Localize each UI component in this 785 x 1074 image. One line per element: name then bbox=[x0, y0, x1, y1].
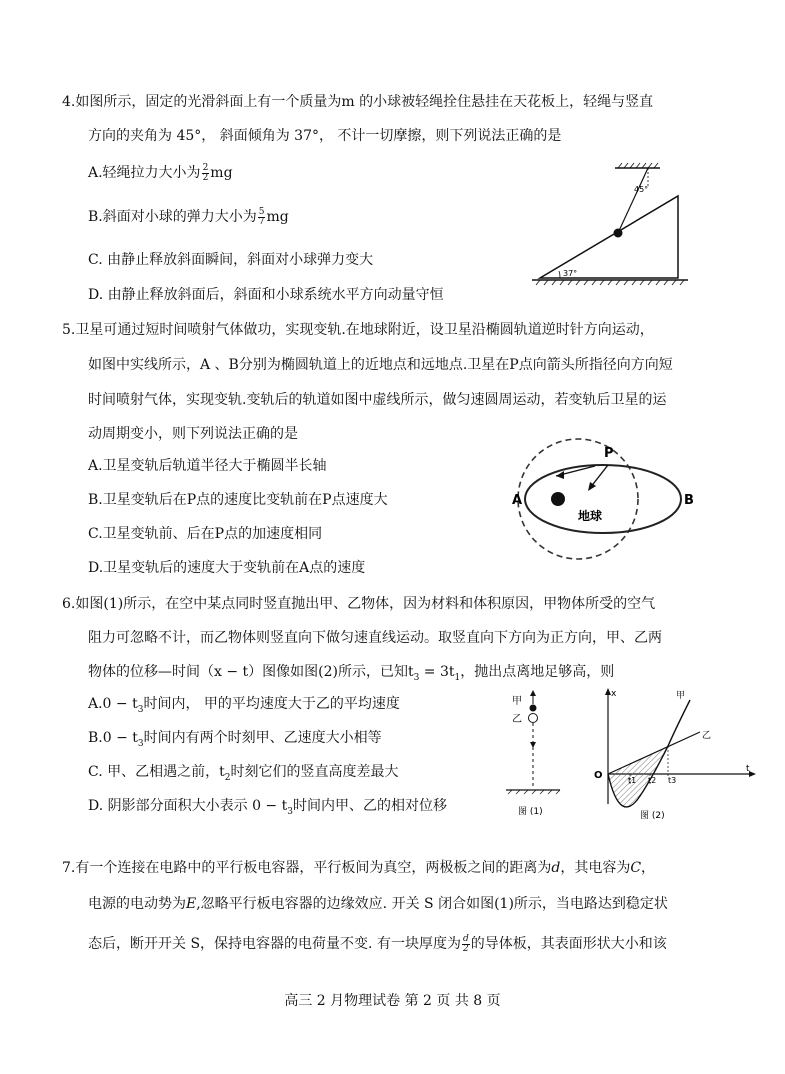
q5-label-b: B bbox=[684, 493, 694, 508]
q6-fig2-t1: t1 bbox=[628, 776, 637, 785]
q4-option-b: B.斜面对小球的弹力大小为 $\frac{5}{7}$ mg bbox=[88, 206, 289, 227]
q4-incline-figure bbox=[530, 160, 700, 290]
q5-label-p: P bbox=[604, 446, 614, 461]
q5-label-earth: 地球 bbox=[578, 509, 603, 523]
q5-stem-line3: 时间喷射气体，实现变轨.变轨后的轨道如图中虚线所示，做匀速圆周运动，若变轨后卫星的运 bbox=[88, 392, 667, 408]
q5-option-a: A.卫星变轨后轨道半径大于椭圆半长轴 bbox=[88, 458, 327, 474]
q7-stem-line1: 7.有一个连接在电路中的平行板电容器，平行板间为真空，两极板之间的距离为d，其电容为C， bbox=[62, 860, 656, 876]
q5-option-b: B.卫星变轨后在P点的速度比变轨前在P点速度大 bbox=[88, 492, 388, 508]
q6-stem-line1: 6.如图(1)所示，在空中某点同时竖直抛出甲、乙物体，因为材料和体积原因，甲物体所受的空气 bbox=[62, 596, 656, 612]
q6-figure-2 bbox=[590, 686, 760, 826]
q4-angle-37: 37° bbox=[563, 269, 578, 278]
q4-stem-line2: 方向的夹角为 45°， 斜面倾角为 37°， 不计一切摩擦，则下列说法正确的是 bbox=[88, 128, 562, 144]
q6-fig2-origin: O bbox=[594, 770, 603, 781]
q5-stem-line2: 如图中实线所示，A 、B分别为椭圆轨道上的近地点和远地点.卫星在P点向箭头所指径向方向短 bbox=[88, 357, 673, 373]
q6-option-b: $B.0 - t_3$时间内有两个时刻甲、乙速度大小相等 bbox=[88, 730, 382, 749]
q4-option-a: A.轻绳拉力大小为 $\frac{2}{2}$ mg bbox=[88, 162, 233, 183]
q4-option-d: D. 由静止释放斜面后，斜面和小球系统水平方向动量守恒 bbox=[88, 287, 444, 303]
q6-option-c: C. 甲、乙相遇之前，$t_2$时刻它们的竖直高度差最大 bbox=[88, 764, 399, 783]
q6-fig2-jia: 甲 bbox=[676, 691, 686, 701]
q6-option-a: $A.0 - t_3$时间内， 甲的平均速度大于乙的平均速度 bbox=[88, 696, 400, 715]
q6-fig2-yi: 乙 bbox=[702, 731, 712, 741]
q6-stem-line3: 物体的位移—时间（x − t）图像如图(2)所示，已知$t_3 = 3t_1$，抛出点离地足够高，则 bbox=[88, 664, 615, 683]
q6-fig2-x-label: x bbox=[611, 689, 617, 699]
q5-label-a: A bbox=[512, 493, 523, 508]
q6-fig2-t2: t2 bbox=[648, 776, 657, 785]
q5-stem-line1: 5.卫星可通过短时间喷射气体做功，实现变轨.在地球附近，设卫星沿椭圆轨道逆时针方向运动， bbox=[62, 322, 654, 338]
q6-figure-1 bbox=[498, 690, 578, 820]
page-footer: 高三 2 月物理试卷 第 2 页 共 8 页 bbox=[284, 993, 501, 1009]
q6-fig1-caption: 图 (1) bbox=[518, 807, 543, 817]
q4-stem-line1: 4.如图所示，固定的光滑斜面上有一个质量为m 的小球被轻绳拴住悬挂在天花板上，轻绳与竖直 bbox=[62, 94, 654, 110]
q6-fig1-jia: 甲 bbox=[512, 696, 522, 707]
q6-fig1-yi: 乙 bbox=[512, 714, 522, 725]
q4-option-c: C. 由静止释放斜面瞬间，斜面对小球弹力变大 bbox=[88, 252, 374, 268]
q7-stem-line2: 电源的电动势为E,忽略平行板电容器的边缘效应. 开关 S 闭合如图(1)所示，当电路达到稳定状 bbox=[88, 896, 668, 912]
q5-stem-line4: 动周期变小，则下列说法正确的是 bbox=[88, 426, 298, 442]
q4-angle-45: 45° bbox=[634, 185, 649, 194]
q5-option-c: C.卫星变轨前、后在P点的加速度相同 bbox=[88, 526, 323, 542]
q6-fig2-t3: t3 bbox=[668, 776, 677, 785]
q5-option-d: D.卫星变轨后的速度大于变轨前在A点的速度 bbox=[88, 560, 366, 576]
q6-fig2-t-label: t bbox=[746, 764, 750, 774]
q5-orbit-figure bbox=[500, 436, 710, 566]
q6-option-d: D. 阴影部分面积大小表示 $0 - t_3$时间内甲、乙的相对位移 bbox=[88, 798, 447, 817]
q6-stem-line2: 阻力可忽略不计，而乙物体则竖直向下做匀速直线运动。取竖直向下方向为正方向，甲、乙两 bbox=[88, 630, 662, 646]
q6-fig2-caption: 图 (2) bbox=[640, 811, 665, 821]
q7-stem-line3: 态后，断开开关 S，保持电容器的电荷量不变. 有一块厚度为 $\frac{d}{2}$ 的导体板，其表面形状大小和该 bbox=[88, 933, 667, 954]
